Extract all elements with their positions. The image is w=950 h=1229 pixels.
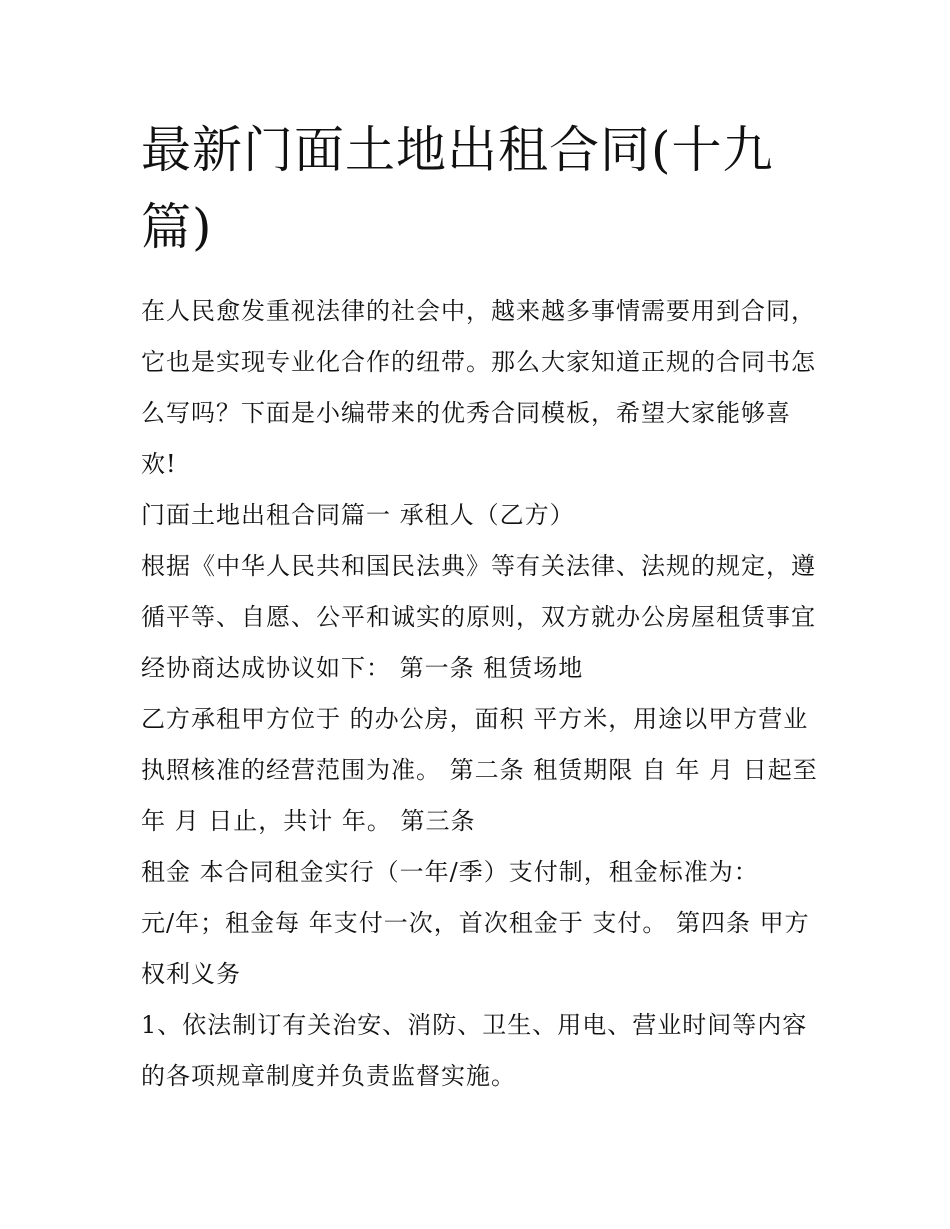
section-heading: 门面土地出租合同篇一 承租人（乙方）: [141, 501, 575, 529]
body-paragraph: 租金 本合同租金实行（一年/季）支付制，租金标准为：: [141, 858, 759, 886]
intro-paragraph: 在人民愈发重视法律的社会中，越来越多事情需要用到合同，它也是实现专业化合作的纽带。那么大家知道正规的合同书怎么写吗？下面是小编带来的优秀合同模板，希望大家能够喜欢!: [141, 297, 816, 478]
body-paragraph: 1、依法制订有关治安、消防、卫生、用电、营业时间等内容的各项规章制度并负责监督实施。: [141, 1011, 808, 1090]
document-body: [141, 112, 821, 1102]
document-title: 最新门面土地出租合同(十九篇): [141, 121, 774, 256]
body-paragraph: 根据《中华人民共和国民法典》等有关法律、法规的规定，遵循平等、自愿、公平和诚实的原则，双方就办公房屋租赁事宜经协商达成协议如下： 第一条 租赁场地: [141, 552, 816, 682]
body-paragraph: 乙方承租甲方位于 的办公房，面积 平方米，用途以甲方营业执照核准的经营范围为准。 第二条 租赁期限 自 年 月 日起至 年 月 日止，共计 年。 第三条: [141, 705, 818, 835]
body-paragraph: 元/年；租金每 年支付一次，首次租金于 支付。 第四条 甲方权利义务: [141, 909, 810, 988]
